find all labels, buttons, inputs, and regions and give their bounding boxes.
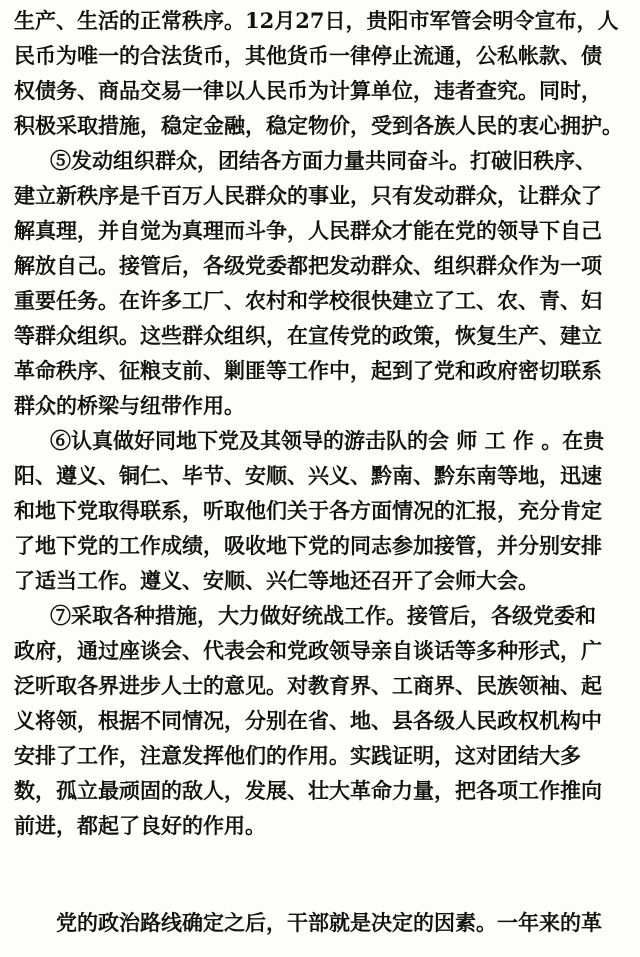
paragraph-start-line: ⑥认真做好同地下党及其领导的游击队的会 师 工 作 。在贵 (50, 428, 605, 453)
text-line: 了适当工作。遵义、安顺、兴仁等地还召开了会师大会。 (14, 568, 539, 593)
paragraph-start-line: ⑦采取各种措施，大力做好统战工作。接管后，各级党委和 (50, 603, 596, 628)
text-line: 建立新秩序是千百万人民群众的事业，只有发动群众，让群众了 (14, 183, 602, 208)
text-line: 积极采取措施，稳定金融，稳定物价，受到各族人民的衷心拥护。 (14, 113, 623, 138)
paragraph-start-line: ⑤发动组织群众，团结各方面力量共同奋斗。打破旧秩序、 (50, 148, 596, 173)
text-line: 和地下党取得联系，听取他们关于各方面情况的汇报，充分肯定 (14, 498, 602, 523)
paragraph-start-line: 党的政治路线确定之后，干部就是决定的因素。一年来的革 (56, 910, 602, 935)
text-line: 了地下党的工作成绩，吸收地下党的同志参加接管，并分别安排 (14, 533, 602, 558)
text-line: 重要任务。在许多工厂、农村和学校很快建立了工、农、青、妇 (14, 288, 602, 313)
text-line: 等群众组织。这些群众组织，在宣传党的政策，恢复生产、建立 (14, 323, 602, 348)
text-line: 泛听取各界进步人士的意见。对教育界、工商界、民族领袖、起 (14, 673, 602, 698)
text-line: 前进，都起了良好的作用。 (14, 813, 266, 838)
text-line: 权债务、商品交易一律以人民币为计算单位，违者查究。同时， (14, 78, 602, 103)
text-line: 数，孤立最顽固的敌人，发展、壮大革命力量，把各项工作推向 (14, 778, 602, 803)
text-line: 生产、生活的正常秩序。12月27日，贵阳市军管会明令宣布，人 (14, 8, 619, 33)
text-line: 革命秩序、征粮支前、剿匪等工作中，起到了党和政府密切联系 (14, 358, 602, 383)
text-line: 阳、遵义、铜仁、毕节、安顺、兴义、黔南、黔东南等地，迅速 (14, 463, 602, 488)
text-line: 民币为唯一的合法货币，其他货币一律停止流通，公私帐款、债 (14, 43, 602, 68)
text-line: 群众的桥梁与纽带作用。 (14, 393, 245, 418)
text-line: 义将领，根据不同情况，分别在省、地、县各级人民政权机构中 (14, 708, 602, 733)
text-line: 安排了工作，注意发挥他们的作用。实践证明，这对团结大多 (14, 743, 581, 768)
text-line: 解放自己。接管后，各级党委都把发动群众、组织群众作为一项 (14, 253, 602, 278)
text-line: 解真理，并自觉为真理而斗争，人民群众才能在党的领导下自己 (14, 218, 602, 243)
text-line: 政府，通过座谈会、代表会和党政领导亲自谈话等多种形式，广 (14, 638, 602, 663)
